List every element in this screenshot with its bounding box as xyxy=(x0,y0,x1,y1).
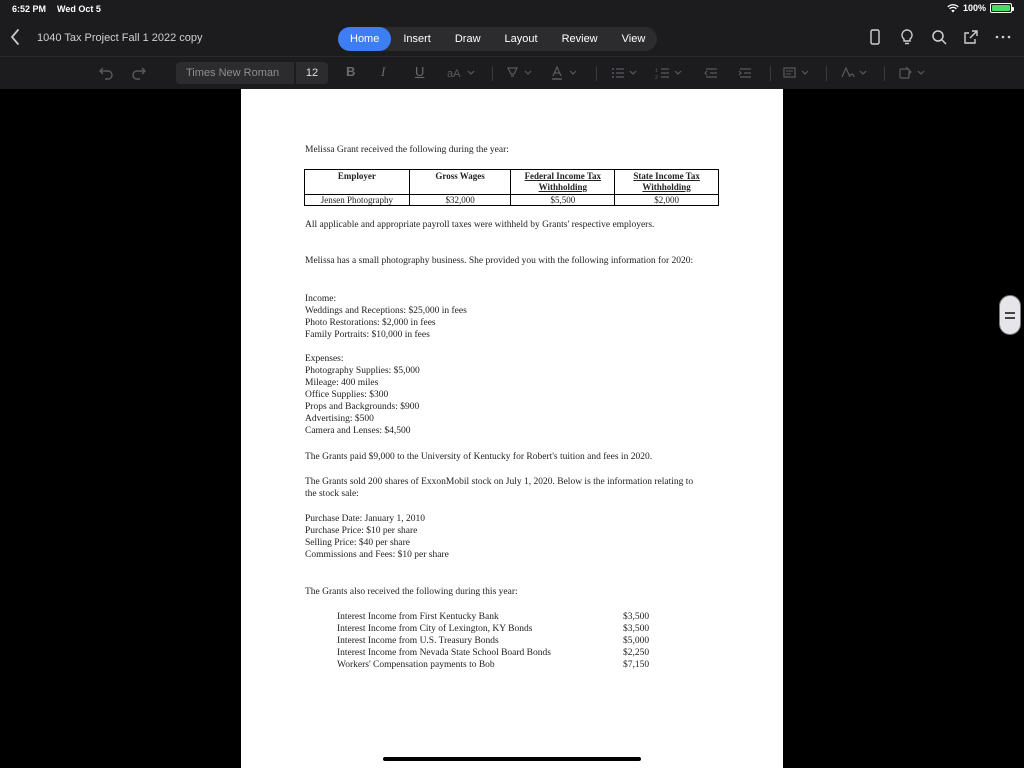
stock-line: Purchase Date: January 1, 2010 xyxy=(305,514,426,524)
svg-text:2: 2 xyxy=(655,75,658,81)
payroll-note: All applicable and appropriate payroll taxes were withheld by Grants' respective employers. xyxy=(305,220,655,230)
decrease-indent-icon[interactable] xyxy=(702,65,720,81)
document-canvas[interactable] xyxy=(0,89,1024,768)
increase-indent-icon[interactable] xyxy=(736,65,754,81)
tab-draw[interactable]: Draw xyxy=(454,33,481,45)
top-actions xyxy=(866,28,1012,46)
item-amount: $7,150 xyxy=(623,660,650,670)
document-page[interactable] xyxy=(241,89,783,768)
list-item xyxy=(337,623,667,635)
stock-section xyxy=(305,513,725,561)
income-section xyxy=(305,293,725,341)
item-amount: $3,500 xyxy=(623,624,650,634)
list-item xyxy=(337,635,667,647)
document-title[interactable]: 1040 Tax Project Fall 1 2022 copy xyxy=(37,32,203,44)
list-item xyxy=(337,659,667,671)
expense-line: Office Supplies: $300 xyxy=(305,390,389,400)
item-label: Workers' Compensation payments to Bob xyxy=(337,660,495,670)
interest-list xyxy=(337,611,667,671)
undo-icon[interactable] xyxy=(97,65,115,81)
svg-text:aA: aA xyxy=(447,68,461,80)
status-bar xyxy=(0,0,1024,18)
expense-line: Camera and Lenses: $4,500 xyxy=(305,426,411,436)
ribbon-tabs xyxy=(338,27,657,51)
search-icon[interactable] xyxy=(930,28,948,46)
battery-fill xyxy=(992,5,1010,11)
table-header-row xyxy=(305,170,719,195)
item-amount: $5,000 xyxy=(623,636,650,646)
phone-view-icon[interactable] xyxy=(866,28,884,46)
lightbulb-icon[interactable] xyxy=(898,28,916,46)
toolbar-separator xyxy=(884,66,885,81)
tab-review[interactable]: Review xyxy=(561,33,598,45)
income-line: Weddings and Receptions: $25,000 in fees xyxy=(305,306,467,316)
wifi-icon xyxy=(947,3,959,13)
styles-icon[interactable] xyxy=(840,65,870,81)
table-header-cell: Employer xyxy=(305,170,410,195)
table-header-cell: Federal Income Tax Withholding xyxy=(511,170,615,195)
numbered-list-icon[interactable] xyxy=(655,65,685,81)
toolbar-separator xyxy=(596,66,597,81)
format-toolbar xyxy=(0,56,1024,89)
toolbar-separator xyxy=(770,66,771,81)
expense-line: Mileage: 400 miles xyxy=(305,378,379,388)
share-icon[interactable] xyxy=(962,28,980,46)
status-time: 6:52 PM xyxy=(12,4,47,14)
redo-icon[interactable] xyxy=(130,65,148,81)
tab-view[interactable]: View xyxy=(621,33,646,45)
italic-button[interactable]: I xyxy=(381,64,386,79)
stock-intro: The Grants sold 200 shares of ExxonMobil stock on July 1, 2020. Below is the information relating to the stock sale: xyxy=(305,477,694,499)
expense-line: Advertising: $500 xyxy=(305,414,374,424)
table-header-cell: Gross Wages xyxy=(409,170,511,195)
table-cell: $2,000 xyxy=(615,195,719,206)
more-icon[interactable] xyxy=(994,28,1012,46)
svg-text:1: 1 xyxy=(655,68,658,74)
list-item xyxy=(337,647,667,659)
font-color-icon[interactable] xyxy=(550,65,580,81)
item-label: Interest Income from First Kentucky Bank xyxy=(337,612,499,622)
toolbar-separator xyxy=(492,66,493,81)
item-label: Interest Income from U.S. Treasury Bonds xyxy=(337,636,499,646)
bullet-list-icon[interactable] xyxy=(610,65,640,81)
font-size-adjust-icon[interactable] xyxy=(446,65,476,81)
table-header-cell: State Income Tax Withholding xyxy=(615,170,719,195)
income-header: Income: xyxy=(305,294,337,304)
top-toolbar xyxy=(0,18,1024,56)
employer-table xyxy=(304,169,719,206)
paragraph-style-icon[interactable] xyxy=(782,65,812,81)
expenses-section xyxy=(305,353,725,437)
expenses-header: Expenses: xyxy=(305,354,344,364)
format-painter-icon[interactable] xyxy=(898,65,928,81)
tab-home[interactable]: Home xyxy=(338,27,391,51)
also-received-paragraph: The Grants also received the following during this year: xyxy=(305,587,518,597)
item-amount: $2,250 xyxy=(623,648,650,658)
battery-percent: 100% xyxy=(962,3,986,13)
stock-line: Commissions and Fees: $10 per share xyxy=(305,550,449,560)
list-item xyxy=(337,611,667,623)
stock-line: Purchase Price: $10 per share xyxy=(305,526,418,536)
table-cell: Jensen Photography xyxy=(305,195,410,206)
table-cell: $32,000 xyxy=(409,195,511,206)
tuition-paragraph: The Grants paid $9,000 to the University of Kentucky for Robert's tuition and fees in 2020. xyxy=(305,452,653,462)
battery-icon xyxy=(990,3,1012,13)
item-amount: $3,500 xyxy=(623,612,650,622)
highlight-icon[interactable] xyxy=(505,65,535,81)
table-row xyxy=(305,195,719,206)
split-view-handle[interactable] xyxy=(999,295,1021,335)
business-intro: Melissa has a small photography business. She provided you with the following information for 2020: xyxy=(305,256,694,266)
bold-button[interactable]: B xyxy=(346,64,356,79)
item-label: Interest Income from Nevada State School Board Bonds xyxy=(337,648,551,658)
back-chevron-icon[interactable] xyxy=(8,27,22,47)
stock-line: Selling Price: $40 per share xyxy=(305,538,411,548)
status-indicators xyxy=(947,3,1012,13)
home-indicator[interactable] xyxy=(383,757,641,761)
expense-line: Photography Supplies: $5,000 xyxy=(305,366,420,376)
intro-paragraph: Melissa Grant received the following during the year: xyxy=(305,145,509,155)
status-date: Wed Oct 5 xyxy=(57,4,101,14)
toolbar-separator xyxy=(826,66,827,81)
font-name-field[interactable]: Times New Roman xyxy=(176,62,294,84)
item-label: Interest Income from City of Lexington, KY Bonds xyxy=(337,624,533,634)
underline-button[interactable]: U xyxy=(415,64,425,79)
tab-layout[interactable]: Layout xyxy=(504,33,538,45)
expense-line: Props and Backgrounds: $900 xyxy=(305,402,420,412)
income-line: Photo Restorations: $2,000 in fees xyxy=(305,318,436,328)
font-size-field[interactable]: 12 xyxy=(296,62,328,84)
table-cell: $5,500 xyxy=(511,195,615,206)
income-line: Family Portraits: $10,000 in fees xyxy=(305,330,430,340)
tab-insert[interactable]: Insert xyxy=(403,33,431,45)
